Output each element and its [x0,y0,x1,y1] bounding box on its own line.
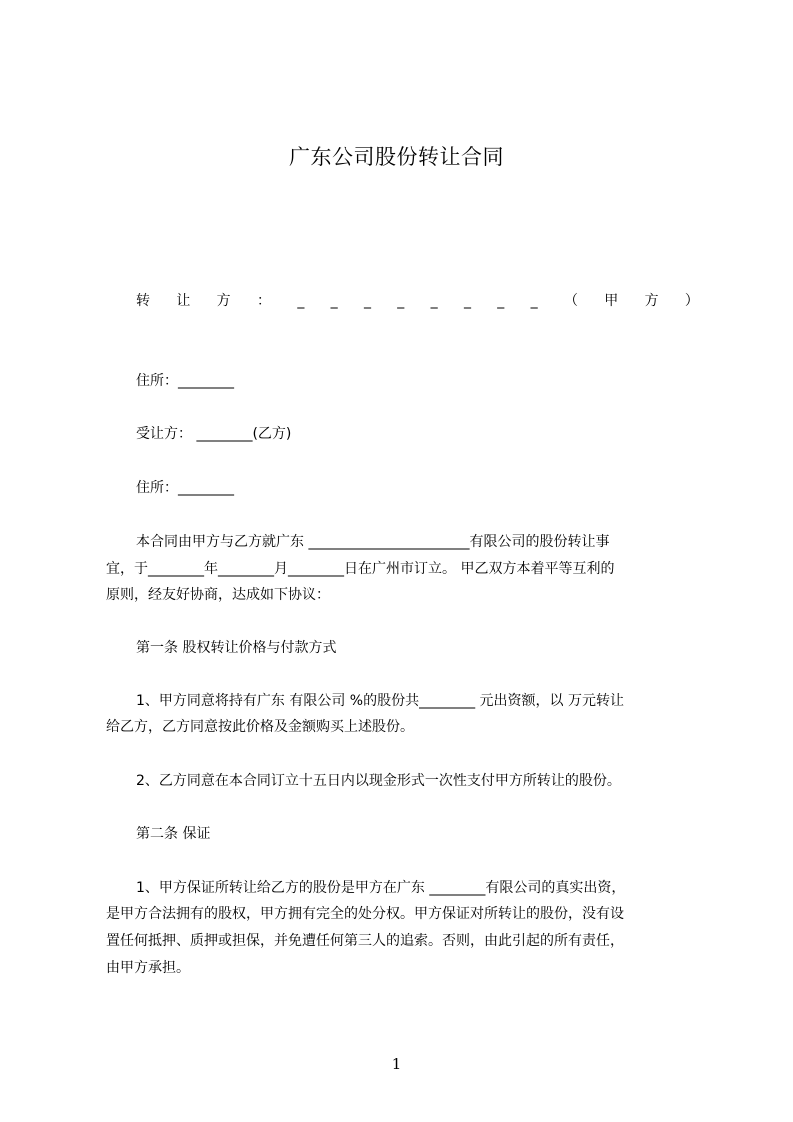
article-2-clause-1-line: 置任何抵押、质押或担保，并免遭任何第三人的追索。否则，由此引起的所有责任， [106,933,624,949]
blank-mark: _ [330,293,338,309]
party-label-char: 甲 [604,293,619,309]
article-2-clause-1-line: 由甲方承担。 [106,960,190,976]
transferor-char: 让 [176,293,191,309]
blank-mark: _ [497,293,505,309]
blank-mark: _ [463,293,471,309]
blank-mark: _ [363,293,371,309]
article-1-clause-2: 2、乙方同意在本合同订立十五日内以现金形式一次性支付甲方所转让的股份。 [136,773,621,789]
article-1-clause-1-line: 给乙方，乙方同意按此价格及金额购买上述股份。 [106,719,414,735]
article-2-heading: 第二条 保证 [136,826,211,842]
blank-mark: _ [297,293,305,309]
transferee-line: 受让方： ________(乙方) [136,426,292,442]
blank-mark: _ [530,293,538,309]
party-label-char: 方 [644,293,659,309]
intro-line: 宜，于________年________月________日在广州市订立。 甲乙双方本着平等互利的 [106,561,615,577]
intro-line: 本合同由甲方与乙方就广东 _______________________有限公司的股份转让事 [136,534,610,550]
article-2-clause-1-line: 1、甲方保证所转让给乙方的股份是甲方在广东 ________有限公司的真实出资， [136,880,626,896]
blank-mark: _ [397,293,405,309]
address-line-1: 住所：________ [136,373,234,389]
article-1-clause-1-line: 1、甲方同意将持有广东 有限公司 %的股份共________ 元出资额，以 万元转让 [136,693,625,709]
transferor-char: 转 [136,293,150,309]
address-line-2: 住所：________ [136,480,234,496]
intro-line: 原则，经友好协商，达成如下协议： [106,587,330,603]
transferor-char: 方 [216,293,231,309]
blank-mark: _ [430,293,438,309]
article-2-clause-1-line: 是甲方合法拥有的股权，甲方拥有完全的处分权。甲方保证对所转让的股份，没有设 [106,906,624,922]
article-1-heading: 第一条 股权转让价格与付款方式 [136,640,337,656]
party-label-char: ） [684,293,699,309]
page-number: 1 [391,1055,402,1073]
transferor-char: ： [256,293,271,309]
party-label-char: （ [563,293,578,309]
document-title: 广东公司股份转让合同 [289,145,504,169]
transferor-line [136,291,699,311]
